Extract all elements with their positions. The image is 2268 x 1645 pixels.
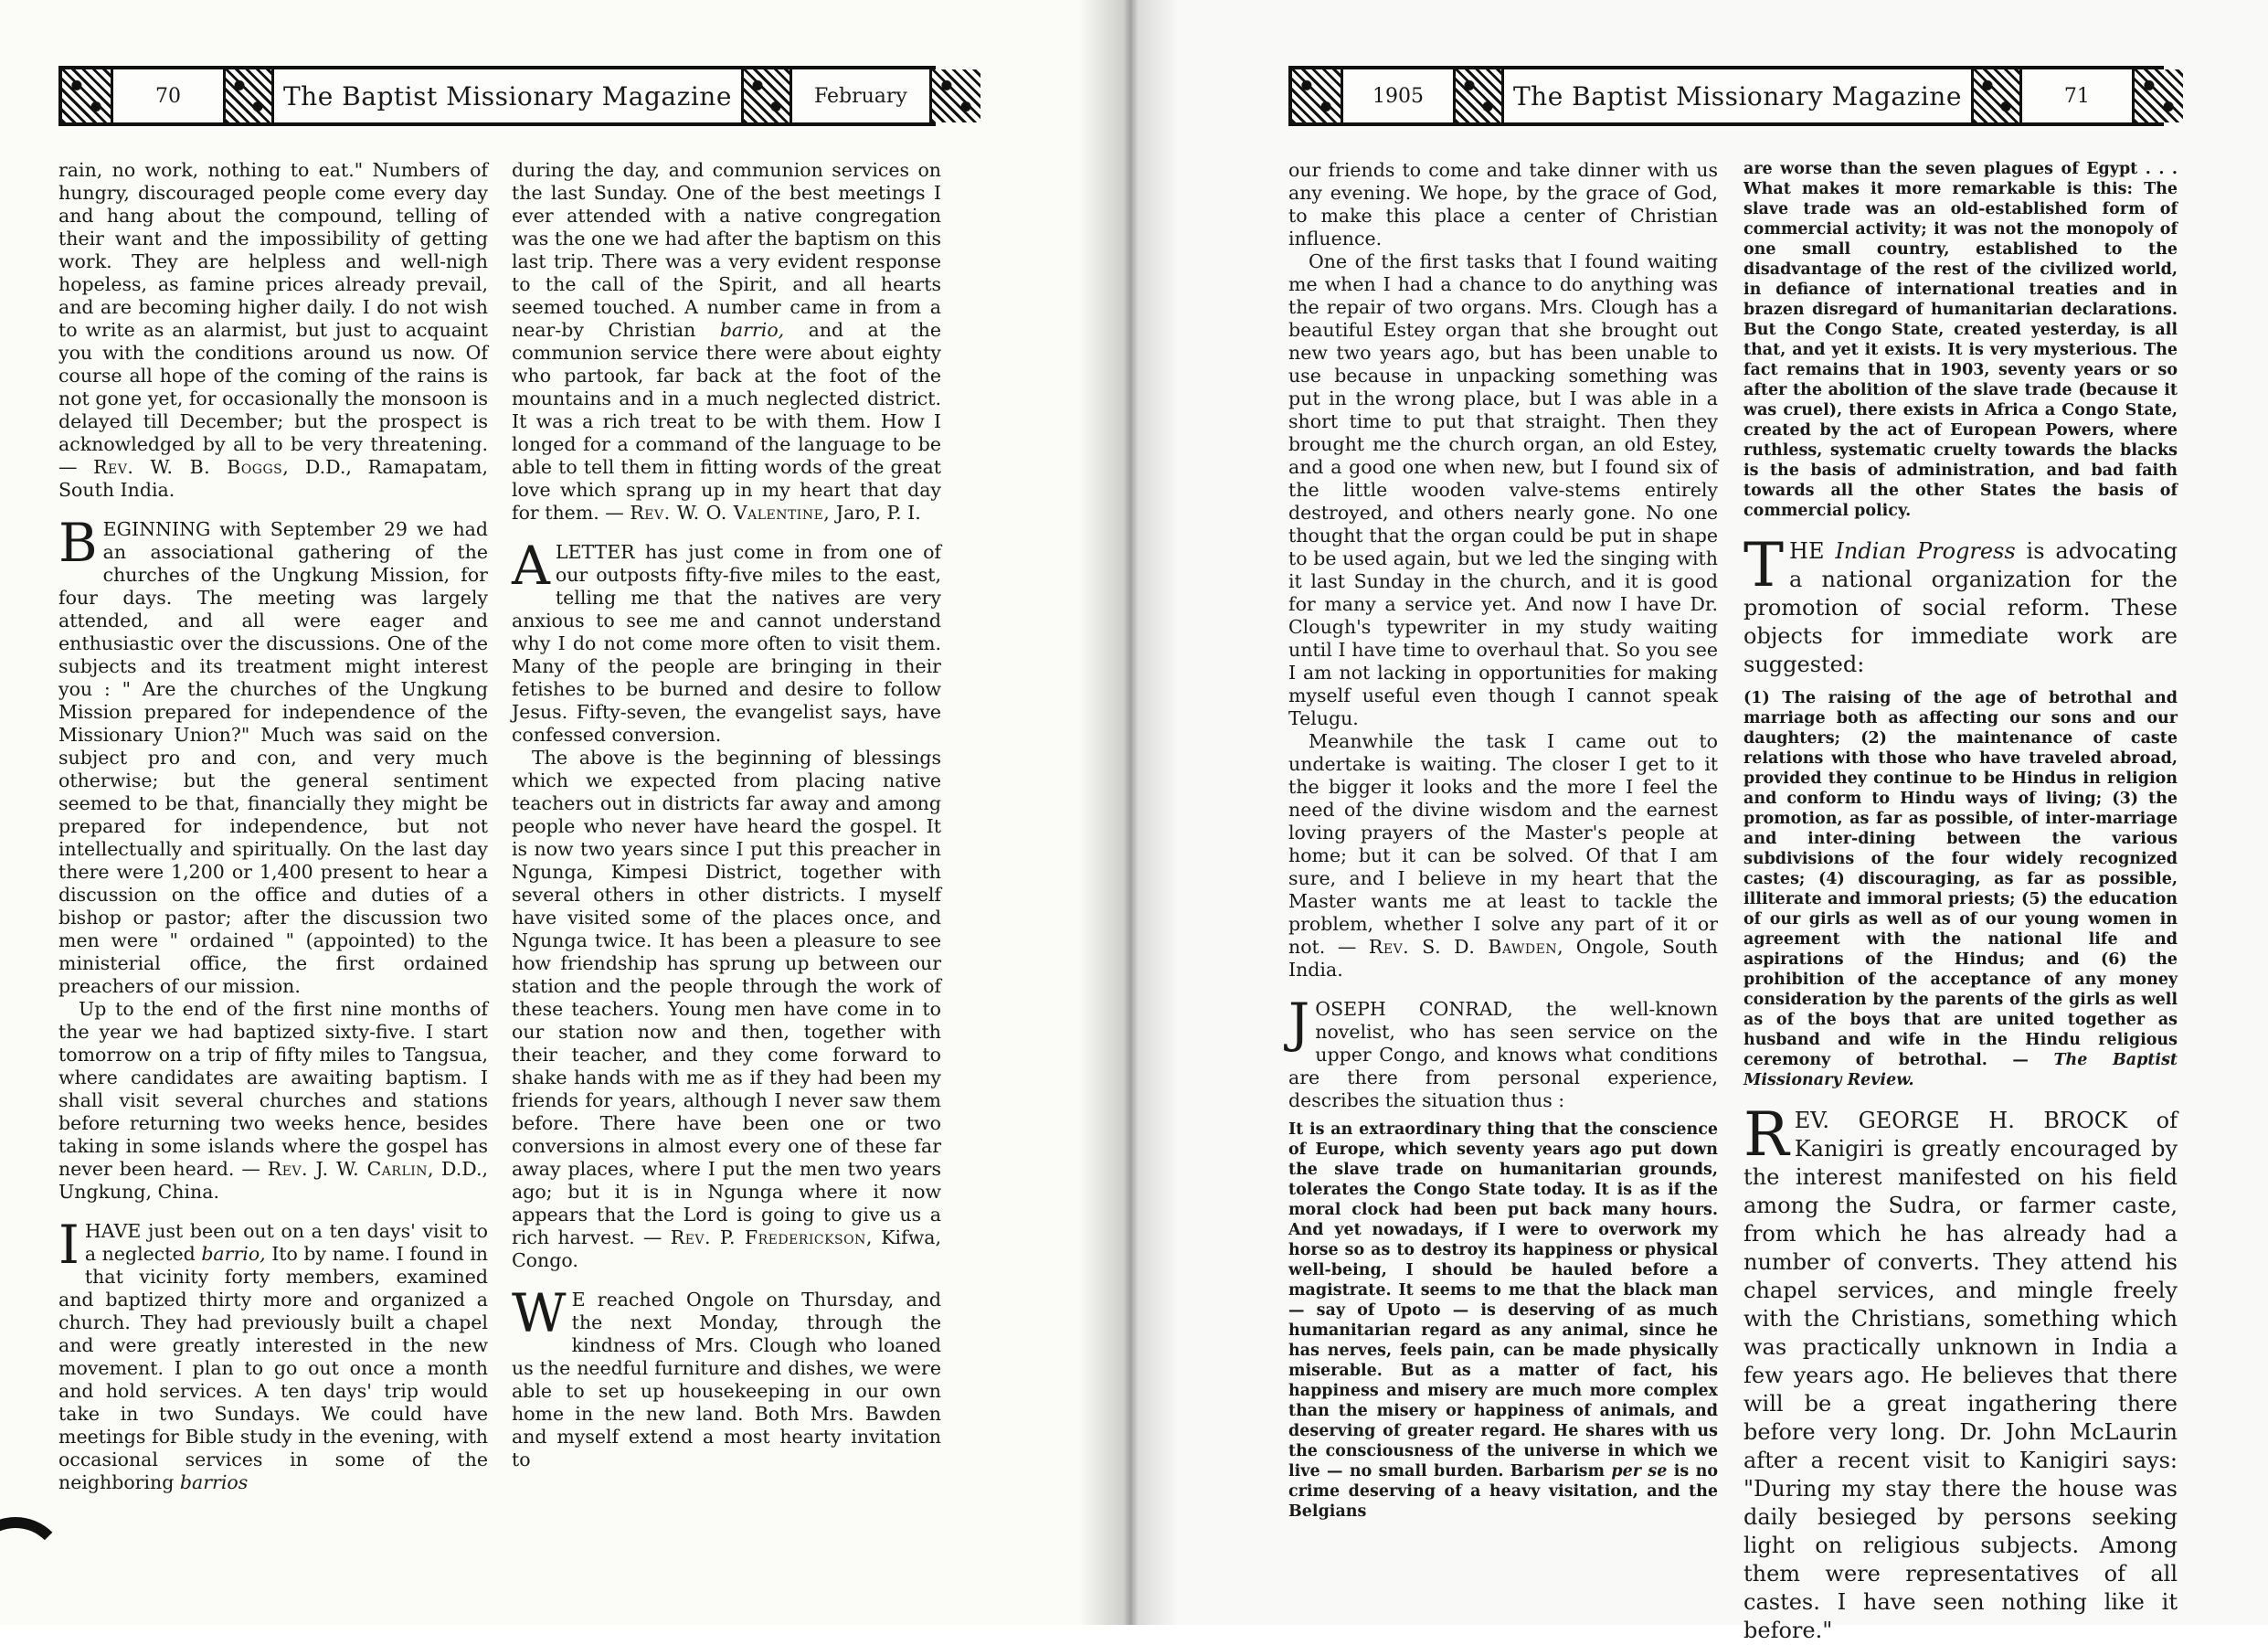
signature-frederickson: Rev. P. Frederickson, xyxy=(670,1226,873,1248)
ornament-icon xyxy=(62,69,113,122)
drop-cap: R xyxy=(1743,1099,1789,1170)
drop-cap: T xyxy=(1743,530,1785,600)
right-header-title: The Baptist Missionary Magazine xyxy=(1513,80,1962,111)
right-column-1 xyxy=(1288,159,1718,1522)
indian-progress-section xyxy=(1743,530,2178,679)
right-page-number: 71 xyxy=(2063,84,2090,108)
drop-cap: J xyxy=(1288,992,1310,1054)
ornament-icon xyxy=(929,69,980,122)
drop-cap: I xyxy=(58,1214,79,1276)
paragraph-barrio: IHAVE just been out on a ten days' visit to a neglected barrio, Ito by name. I found in that vicinity forty members, examined and baptized thirty more and organized a church. They had previously built a chapel and were greatly interested in the new movement. I plan to go out once a month and hold services. A ten days' trip would take in two Sundays. We could have meetings for Bible study in the evening, with occasional services in some of the neighboring barrios xyxy=(58,1214,488,1493)
left-header-month: February xyxy=(813,84,907,108)
paragraph-frederickson-cont: The above is the beginning of blessings which we expected from placing native teachers out in districts far away and among people who never have heard the gospel. It is now two years since I put this preacher in Ngunga, Kimpesi District, together with several others in other districts. I myself have visited some of the places once, and Ngunga twice. It has been a pleasure to see how friendship has sprung up between our station and the people through the work of these teachers. Young men have come in to our station now and then, together with their teacher, and they come forward to shake hands with me as if they had been my friends for years, although I never saw them before. There have been one or two conversions in almost every one of these far away places, where I put the men two years ago; but it is in Ngunga where it now appears that the Lord is going to give us a rich harvest. — Rev. P. Frederickson, Kifwa, Congo. xyxy=(512,747,941,1271)
paragraph-bawden: our friends to come and take dinner with us any evening. We hope, by the grace of God, to make this place a center of Christian influence. xyxy=(1288,159,1718,249)
paragraph-conrad: JOSEPH CONRAD, the well-known novelist, who has seen service on the upper Congo, and knows what conditions are there from personal experience, describes the situation thus : xyxy=(1288,992,1718,1111)
conrad-quote-cont: are worse than the seven plagues of Egypt . . . What makes it more remarkable is this: The slave trade was an old-established form of commercial activity; it was not the monopoly of one small country, established to the disadvantage of the rest of the civilized world, in defiance of international treaties and in brazen disregard of humanitarian declarations. But the Congo State, created yesterday, is all that, and yet it exists. It is very mysterious. The fact remains that in 1903, seventy years or so after the abolition of the slave trade (because it was cruel), there exists in Africa a Congo State, created by the act of European Powers, where ruthless, systematic cruelty towards the blacks is the basis of administration, and bad faith towards all the other States the basis of commercial policy. xyxy=(1743,160,2178,520)
ornament-icon xyxy=(1292,69,1343,122)
paragraph-frederickson: ALETTER has just come in from one of our outposts fifty-five miles to the east, telling me that the natives are very anxious to see me and cannot understand why I do not come more often to visit them. Many of the people are bringing in their fetishes to be burned and desire to follow Jesus. Fifty-seven, the evangelist says, have confessed conversion. xyxy=(512,535,941,746)
signature-carlin: Rev. J. W. Carlin, xyxy=(267,1158,435,1180)
paragraph-carlin-cont: Up to the end of the first nine months of the year we had baptized sixty-five. I start tomorrow on a trip of fifty miles to Tangsua, where candidates are awaiting baptism. I shall visit several churches and stations before returning two weeks hence, besides taking in some islands where the gospel has never been heard. — Rev. J. W. Carlin, D.D., Ungkung, China. xyxy=(58,998,488,1203)
paragraph-brock: REV. GEORGE H. BROCK of Kanigiri is greatly encouraged by the interest manifested on his field among the Sudra, or farmer caste, from which he has already had a number of converts. They attend his chapel services, and mingle freely with the Christians, something which was practically unknown in India a few years ago. He believes that there will be a great ingathering there before very long. Dr. John McLaurin after a recent visit to Kanigiri says: "During my stay there the house was daily besieged by persons seeking light on religious subjects. Among them were representatives of all castes. I have seen nothing like it before." xyxy=(1743,1099,2178,1643)
ornament-icon xyxy=(223,69,274,122)
signature-bawden: Rev. S. D. Bawden, xyxy=(1368,936,1564,958)
paragraph-indian-progress: THE Indian Progress is advocating a national organization for the promotion of social reform. These objects for immediate work are suggested: xyxy=(1743,530,2178,677)
paragraph-valentine: during the day, and communion services on the last Sunday. One of the best meetings I ever attended with a native congregation was the one we had after the baptism on this last trip. There was a very evident response to the call of the Spirit, and all hearts seemed touched. A number came in from a near-by Christian barrio, and at the communion service there were about eighty who partook, far back at the foot of the mountains and in a much neglected district. It was a rich treat to be with them. How I longed for a command of the language to be able to tell them in fitting words of the great love which sprang up in my heart that day for them. — Rev. W. O. Valentine, Jaro, P. I. xyxy=(512,159,941,524)
left-page-number: 70 xyxy=(155,84,181,108)
paragraph-bawden-organs: One of the first tasks that I found waiting me when I had a chance to do anything was the repair of two organs. Mrs. Clough has a beautiful Estey organ that she brought out new two years ago, but has been unable to use because in unpacking something was put in the wrong place, but I was able in a short time to put that straight. Then they brought me the church organ, an old Estey, and a good one when new, but I found six of the little wooden valve-stems entirely destroyed, and others nearly gone. No one thought that the organ could be put in shape to be used again, but we led the singing with it last Sunday in the church, and it is good for many a service yet. And now I have Dr. Clough's typewriter in my study waiting until I have time to overhaul that. So you see I am not lacking in opportunities for making myself useful even though I cannot speak Telugu. xyxy=(1288,250,1718,729)
signature-valentine: Rev. W. O. Valentine, xyxy=(630,502,831,524)
left-column-2 xyxy=(512,159,941,1471)
ornament-icon xyxy=(2132,69,2183,122)
left-header-title: The Baptist Missionary Magazine xyxy=(283,80,732,111)
paragraph-boggs: rain, no work, nothing to eat." Numbers of hungry, discouraged people come every day and hang about the compound, telling of their want and the impossibility of getting work. They are helpless and well-nigh hopeless, as famine prices already prevail, and are becoming higher daily. I do not wish to write as an alarmist, but just to acquaint you with the conditions around us now. Of course all hope of the coming of the rains is not gone yet, for occasionally the monsoon is delayed till December; but the prospect is acknowledged by all to be very threatening. — Rev. W. B. Boggs, D.D., Ramapatam, South India. xyxy=(58,159,488,501)
reform-list: (1) The raising of the age of betrothal and marriage both as affecting our sons and our daughters; (2) the maintenance of caste relations with those who have traveled abroad, provided they continue to be Hindus in religion and conform to Hindu ways of living; (3) the promotion, as far as possible, of inter-marriage and inter-dining between the various subdivisions of the four widely recognized castes; (4) discouraging, as far as possible, illiterate and immoral priests; (5) the education of our girls as well as of our young women in agreement with the national life and aspirations of the Hindus; and (6) the prohibition of the acceptance of any money consideration by the parents of the girls as well as of the boys that are united together as husband and wife in the Hindu religious ceremony of betrothal. — The Baptist Missionary Review. xyxy=(1743,689,2178,1089)
brock-section xyxy=(1743,1099,2178,1645)
signature-boggs: Rev. W. B. Boggs, xyxy=(93,456,290,478)
source-citation: The Baptist Missionary Review. xyxy=(1743,1051,2178,1089)
right-header-year: 1905 xyxy=(1372,84,1424,108)
left-column-1 xyxy=(58,159,488,1494)
ornament-icon xyxy=(1971,69,2022,122)
paragraph-bawden-task: Meanwhile the task I came out to undertake is waiting. The closer I get to it the bigger it looks and the more I feel the need of the divine wisdom and the earnest loving prayers of the Master's people at home; but it can be solved. Of that I am sure, and I believe in my heart that the Master wants me at least to tackle the problem, whether I solve any part of it or not. — Rev. S. D. Bawden, Ongole, South India. xyxy=(1288,730,1718,981)
left-running-header xyxy=(58,66,936,126)
drop-cap: W xyxy=(512,1282,567,1344)
conrad-quote: It is an extraordinary thing that the conscience of Europe, which seventy years ago put down the slave trade on humanitarian grounds, tolerates the Congo State today. It is as if the moral clock had been put back many hours. And yet nowadays, if I were to overwork my horse so as to destroy its happiness or physical well-being, I should be hauled before a magistrate. It seems to me that the black man — say of Upoto — is deserving of as much humanitarian regard as any animal, since he has nerves, feels pain, can be made physically miserable. But as a matter of fact, his happiness and misery are much more complex than the misery or happiness of animals, and deserving of greater regard. He shares with us the consciousness of the universe in which we live — no small burden. Barbarism per se is no crime deserving of a heavy visitation, and the Belgians xyxy=(1288,1120,1719,1521)
paragraph-carlin: BEGINNING with September 29 we had an associational gathering of the churches of the Ungkung Mission, for four days. The meeting was largely attended, and all were eager and enthusiastic over the discussions. One of the subjects and its treatment might interest you : " Are the churches of the Ungkung Mission prepared for independence of the Missionary Union?" Much was said on the subject pro and con, and very much otherwise; but the general sentiment seemed to be that, financially they might be prepared for independence, but not intellectually and spiritually. On the last day there were 1,200 or 1,400 present to hear a discussion on the office and duties of a bishop or pastor; after the discussion two men were " ordained " (appointed) to the ministerial office, the first ordained preachers of our mission. xyxy=(58,512,488,997)
paragraph-ongole: W E reached Ongole on Thursday, and the next Monday, through the kindness of Mrs. Clough who loaned us the needful furniture and dishes, we were able to set up housekeeping in our own home in the new land. Both Mrs. Bawden and myself extend a most hearty invitation to xyxy=(512,1282,941,1470)
ornament-icon xyxy=(1453,69,1504,122)
right-column-2 xyxy=(1743,159,2178,1645)
drop-cap: A xyxy=(512,535,550,597)
ornament-icon xyxy=(741,69,792,122)
drop-cap: B xyxy=(58,512,98,574)
right-running-header xyxy=(1288,66,2164,126)
